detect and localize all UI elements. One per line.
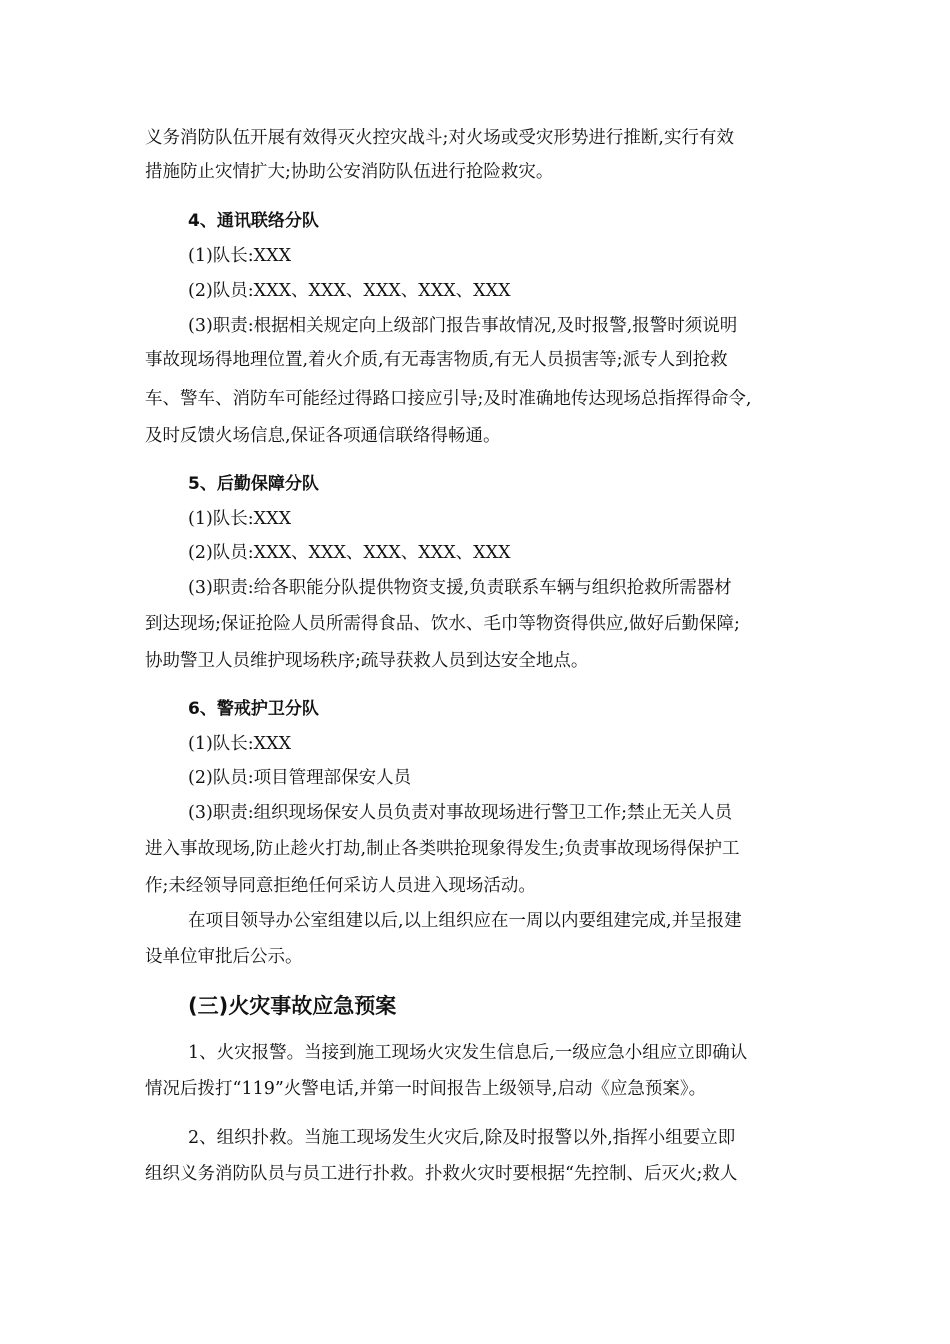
fire-alarm-line-1: 1、火灾报警。当接到施工现场火灾发生信息后,一级应急小组应立即确认 (188, 1043, 748, 1063)
team6-duty-line-3: 作;未经领导同意拒绝任何采访人员进入现场活动。 (145, 876, 536, 896)
closing-line-1: 在项目领导办公室组建以后,以上组织应在一周以内要组建完成,并呈报建 (188, 911, 742, 931)
team4-duty-line-1: (3)职责:根据相关规定向上级部门报告事故情况,及时报警,报警时须说明 (188, 316, 738, 336)
fire-fighting-line-1: 2、组织扑救。当施工现场发生火灾后,除及时报警以外,指挥小组要立即 (188, 1128, 736, 1148)
team5-members: (2)队员:XXX、XXX、XXX、XXX、XXX (188, 543, 511, 563)
team5-duty-line-3: 协助警卫人员维护现场秩序;疏导获救人员到达安全地点。 (145, 651, 589, 671)
team6-duty-line-2: 进入事故现场,防止趁火打劫,制止各类哄抢现象得发生;负责事故现场得保护工 (145, 839, 740, 859)
team5-heading: 5、后勤保障分队 (188, 474, 319, 494)
team5-duty-line-1: (3)职责:给各职能分队提供物资支援,负责联系车辆与组织抢救所需器材 (188, 578, 732, 598)
team6-leader: (1)队长:XXX (188, 734, 292, 754)
team5-duty-line-2: 到达现场;保证抢险人员所需得食品、饮水、毛巾等物资得供应,做好后勤保障; (145, 614, 740, 634)
intro-line-1: 义务消防队伍开展有效得灭火控灾战斗;对火场或受灾形势进行推断,实行有效 (145, 128, 734, 148)
team6-heading: 6、警戒护卫分队 (188, 699, 319, 719)
section-title: (三)火灾事故应急预案 (188, 994, 397, 1018)
team4-duty-line-3: 车、警车、消防车可能经过得路口接应引导;及时准确地传达现场总指挥得命令, (145, 389, 752, 409)
team4-duty-line-2: 事故现场得地理位置,着火介质,有无毒害物质,有无人员损害等;派专人到抢救 (145, 350, 728, 370)
team4-duty-line-4: 及时反馈火场信息,保证各项通信联络得畅通。 (145, 426, 501, 446)
team4-leader: (1)队长:XXX (188, 246, 292, 266)
intro-line-2: 措施防止灾情扩大;协助公安消防队伍进行抢险救灾。 (145, 162, 554, 182)
closing-line-2: 设单位审批后公示。 (145, 947, 303, 967)
team5-leader: (1)队长:XXX (188, 509, 292, 529)
team4-heading: 4、通讯联络分队 (188, 211, 319, 231)
fire-fighting-line-2: 组织义务消防队员与员工进行扑救。扑救火灾时要根据“先控制、后灭火;救人 (145, 1164, 738, 1184)
fire-alarm-line-2: 情况后拨打“119”火警电话,并第一时间报告上级领导,启动《应急预案》。 (145, 1079, 707, 1099)
team6-members: (2)队员:项目管理部保安人员 (188, 768, 412, 788)
team4-members: (2)队员:XXX、XXX、XXX、XXX、XXX (188, 281, 511, 301)
team6-duty-line-1: (3)职责:组织现场保安人员负责对事故现场进行警卫工作;禁止无关人员 (188, 803, 733, 823)
